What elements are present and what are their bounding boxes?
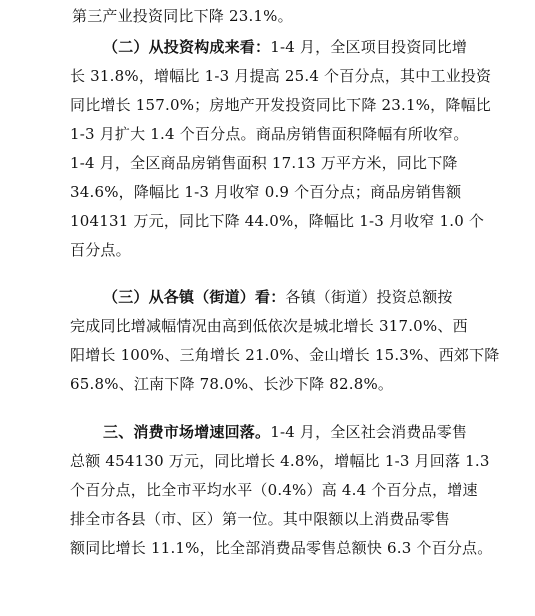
text-line (70, 370, 535, 398)
body-text: 额同比增长 11.1%，比全部消费品零售总额快 6.3 个百分点。 (70, 539, 493, 557)
text-line (70, 120, 535, 148)
text-line (70, 447, 535, 475)
text-line (70, 62, 535, 90)
body-text: 个百分点，比全市平均水平（0.4%）高 4.4 个百分点，增速 (70, 481, 478, 499)
text-line (70, 312, 535, 340)
text-line (103, 33, 535, 61)
text-line (70, 207, 535, 235)
text-line (103, 283, 535, 311)
body-text: 各镇（街道）投资总额按 (285, 288, 453, 306)
bold-heading-text: 三、消费市场增速回落。 (103, 423, 271, 441)
body-text: 第三产业投资同比下降 23.1%。 (72, 7, 293, 25)
text-line (70, 476, 535, 504)
body-text: 104131 万元，同比下降 44.0%，降幅比 1-3 月收窄 1.0 个 (70, 212, 485, 230)
body-text: 1-4 月，全区项目投资同比增 (270, 38, 468, 56)
body-text: 完成同比增减幅情况由高到低依次是城北增长 317.0%、西 (70, 317, 468, 335)
body-text: 阳增长 100%、三角增长 21.0%、金山增长 15.3%、西郊下降 (70, 346, 500, 364)
body-text: 34.6%，降幅比 1-3 月收窄 0.9 个百分点；商品房销售额 (70, 183, 462, 201)
body-text: 1-4 月，全区商品房销售面积 17.13 万平方米，同比下降 (70, 154, 458, 172)
body-text: 65.8%、江南下降 78.0%、长沙下降 82.8%。 (70, 375, 394, 393)
text-line (72, 2, 535, 30)
text-line (70, 341, 535, 369)
text-line (70, 91, 535, 119)
text-line (70, 236, 535, 264)
body-text: 1-4 月，全区社会消费品零售 (270, 423, 468, 441)
text-line (70, 178, 535, 206)
body-text: 同比增长 157.0%；房地产开发投资同比下降 23.1%，降幅比 (70, 96, 491, 114)
text-line (70, 534, 535, 562)
text-line (70, 505, 535, 533)
text-line (103, 418, 535, 446)
bold-heading-text: （三）从各镇（街道）看： (103, 288, 286, 306)
body-text: 百分点。 (70, 241, 131, 259)
bold-heading-text: （二）从投资构成来看： (103, 38, 271, 56)
body-text: 排全市各县（市、区）第一位。其中限额以上消费品零售 (70, 510, 451, 528)
body-text: 长 31.8%，增幅比 1-3 月提高 25.4 个百分点，其中工业投资 (70, 67, 492, 85)
text-line (70, 149, 535, 177)
body-text: 总额 454130 万元，同比增长 4.8%，增幅比 1-3 月回落 1.3 (70, 452, 490, 470)
body-text: 1-3 月扩大 1.4 个百分点。商品房销售面积降幅有所收窄。 (70, 125, 469, 143)
